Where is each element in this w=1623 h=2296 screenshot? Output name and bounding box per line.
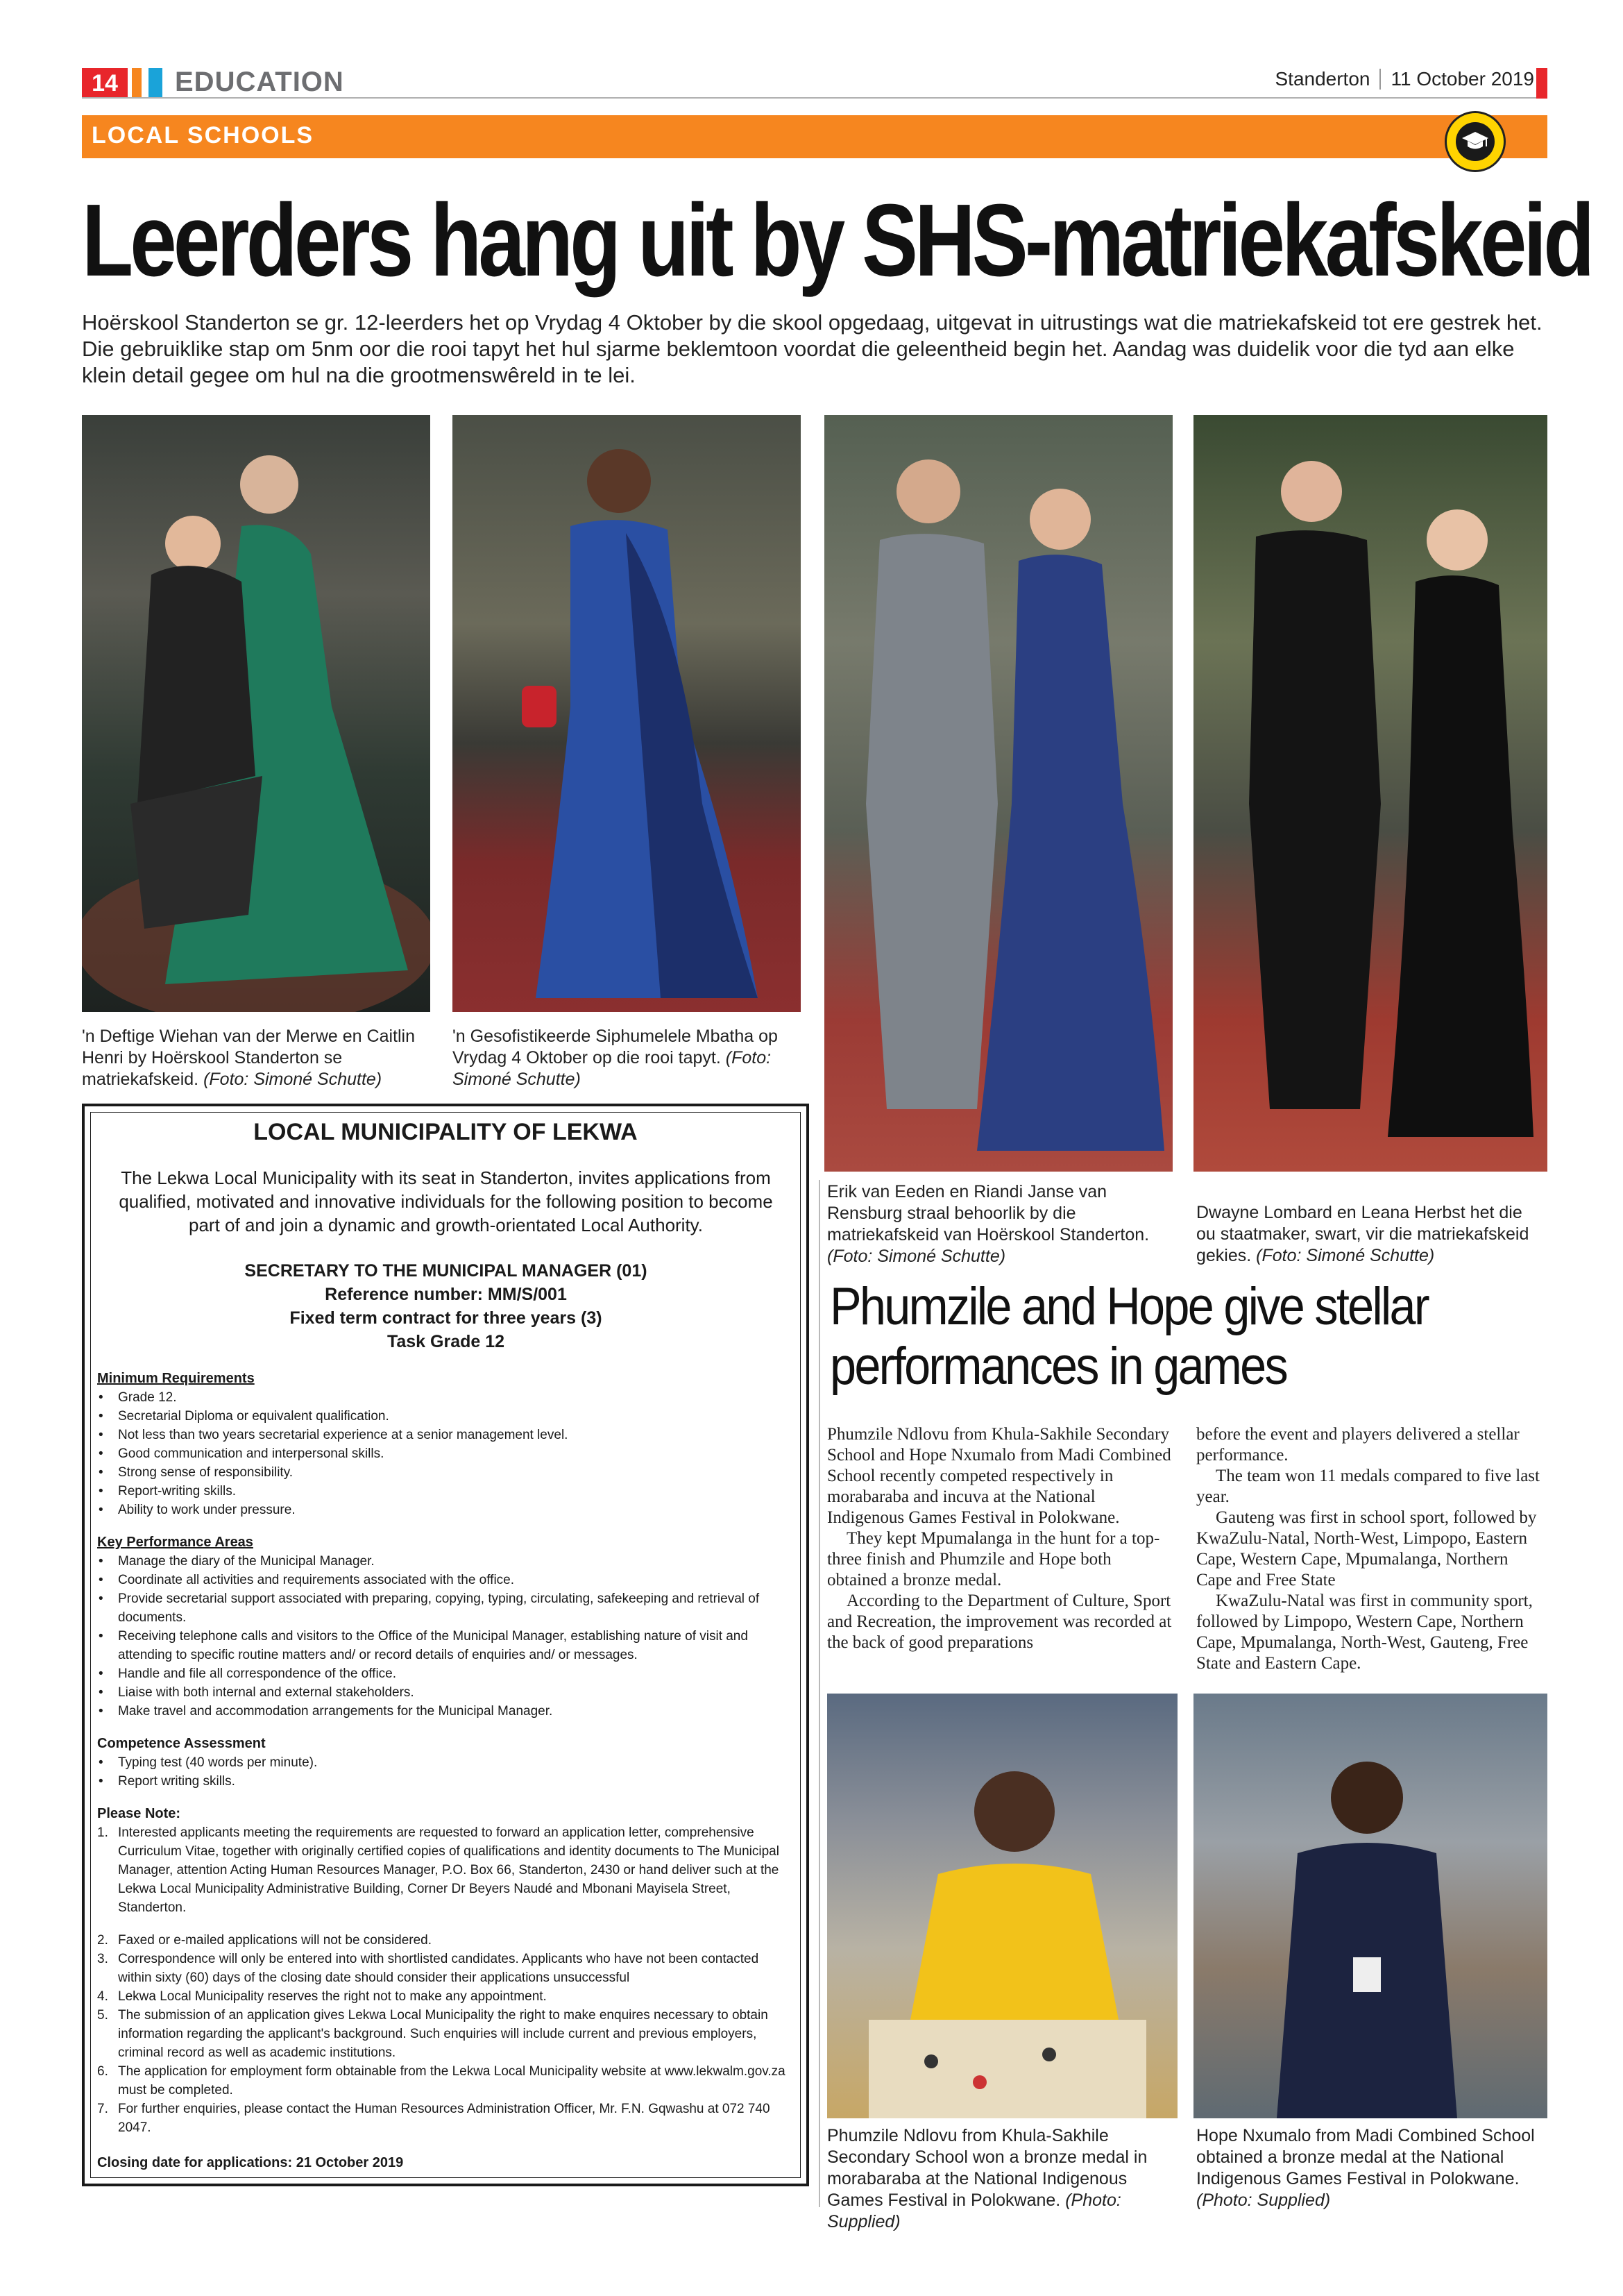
page-number: 14 — [82, 68, 128, 99]
section-label: EDUCATION — [175, 67, 344, 97]
photo2-credit: (Foto: Simoné Schutte) — [452, 1048, 772, 1089]
photo1-caption-text: 'n Deftige Wiehan van der Merwe en Caitlin Henri by Hoërskool Standerton se matriekafskeid. — [82, 1027, 416, 1089]
photo2-caption-text: 'n Gesofistikeerde Siphumelele Mbatha op Vrydag 4 Oktober op die rooi tapyt. — [452, 1027, 778, 1067]
list-item: 7. For further enquiries, please contact the Human Resources Administration Officer, Mr. F.N. Gqwashu at 072 740 2047. — [97, 2102, 770, 2135]
list-item: • Ability to work under pressure. — [97, 1501, 791, 1519]
ad-intro: The Lekwa Local Municipality with its seat in Standerton, invites applications from qualified, motivated and innovative individuals for the following position to become part of and join a dynamic and growth-orientated Local Authority. — [119, 1167, 773, 1235]
town-name: Standerton — [1275, 68, 1370, 90]
list-item: 1. Interested applicants meeting the requirements are requested to forward an application letter, comprehensive Curriculum Vitae, together with originally certified copies of qualifications and identity documents to The Municipal Manager, attention Acting Human Resources Manager, P.O. Box 66, Standerton, 2430 or hand deliver such at the Lekwa Local Municipality Administrative Building, Corner Dr Beyers Naudé and Mbonani Mayisela Street, Standerton. — [97, 1825, 779, 1915]
photo-hope-nxumalo — [1193, 1694, 1547, 2118]
article-headline: Phumzile and Hope give stellar performances in games — [830, 1277, 1428, 1396]
page-headline: Leerders hang uit by SHS-matriekafskeid — [82, 183, 1592, 298]
intro-paragraph: Hoërskool Standerton se gr. 12-leerders het op Vrydag 4 Oktober by die skool opgedaag, uitgevat in uitrustings wat die matriekafskeid tot ere gestrek het. Die gebruiklike stap om 5nm oor die rooi tapyt het hul sjarme beklemtoon voordat die geleentheid begin het. Aandag was duidelik voor die tyd aan elke klein detail gegee om hul na die grootmenswêreld in te lei. — [82, 310, 1543, 387]
note-title: Please Note: — [97, 1806, 181, 1821]
graduation-cap-icon — [1456, 122, 1495, 161]
photo-phumzile-morabaraba — [827, 1694, 1178, 2118]
ad-position — [104, 1259, 788, 1353]
header-rule — [82, 97, 1546, 99]
list-item: • Receiving telephone calls and visitors to the Office of the Municipal Manager, establishing nature of visit and attending to specific routine matters and/ or record details of enquiries and/ or messages. — [97, 1627, 791, 1664]
article-paragraph: The team won 11 medals compared to five last year. — [1196, 1467, 1540, 1506]
photo6-caption — [1196, 2125, 1543, 2211]
photo-black-suit-couple — [1193, 415, 1547, 1172]
education-badge — [1445, 111, 1506, 172]
ad-body — [97, 1371, 791, 2171]
list-item: 5. The submission of an application gives Lekwa Local Municipality the right to make enquires necessary to obtain information regarding the applicant's background. Such enquiries will include current and previous employers, criminal record as well as academic institutions. — [97, 2008, 768, 2060]
photo5-caption — [827, 2125, 1174, 2233]
article-col1 — [827, 1424, 1174, 1653]
dateline-separator — [1379, 69, 1381, 90]
min-req-list — [97, 1388, 791, 1519]
list-item: • Grade 12. — [97, 1388, 791, 1407]
photo4-caption — [1196, 1202, 1543, 1267]
ad-title: LOCAL MUNICIPALITY OF LEKWA — [253, 1119, 638, 1145]
photo1-caption — [82, 1026, 429, 1090]
photo3-caption-text: Erik van Eeden en Riandi Janse van Rensburg straal behoorlik by die matriekafskeid van Hoërskool Standerton. — [827, 1182, 1150, 1244]
issue-date: 11 October 2019 — [1391, 68, 1534, 90]
min-req-title: Minimum Requirements — [97, 1371, 255, 1386]
article-paragraph: They kept Mpumalanga in the hunt for a top-three finish and Phumzile and Hope both obtained a bronze medal. — [827, 1529, 1160, 1589]
dateline — [1275, 68, 1534, 90]
photo3-credit: (Foto: Simoné Schutte) — [827, 1247, 1006, 1266]
list-item: • Coordinate all activities and requirements associated with the office. — [97, 1571, 791, 1589]
list-item: • Report-writing skills. — [97, 1482, 791, 1501]
photo-blue-dress — [452, 415, 801, 1012]
photo3-caption — [827, 1181, 1171, 1267]
band-label: LOCAL SCHOOLS — [92, 122, 314, 149]
color-bar-orange — [132, 68, 142, 99]
notes-list — [97, 1823, 791, 2137]
photo5-credit: (Photo: Supplied) — [827, 2191, 1121, 2231]
red-tab — [1536, 68, 1547, 99]
ad-position-line: SECRETARY TO THE MUNICIPAL MANAGER (01) — [244, 1261, 647, 1281]
photo4-credit: (Foto: Simoné Schutte) — [1256, 1246, 1435, 1265]
photo1-credit: (Foto: Simoné Schutte) — [203, 1070, 382, 1089]
list-item: • Strong sense of responsibility. — [97, 1463, 791, 1482]
article-col2 — [1196, 1424, 1547, 1674]
article-paragraph: before the event and players delivered a stellar performance. — [1196, 1425, 1520, 1464]
ad-position-line: Fixed term contract for three years (3) — [289, 1308, 602, 1328]
photo5-caption-text: Phumzile Ndlovu from Khula-Sakhile Secondary School won a bronze medal in morabaraba at the National Indigenous Games Festival in Polokwane. — [827, 2126, 1148, 2210]
column-rule — [819, 1180, 820, 2207]
list-item: • Manage the diary of the Municipal Manager. — [97, 1552, 791, 1571]
list-item: • Provide secretarial support associated with preparing, copying, typing, circulating, safekeeping and retrieval of documents. — [97, 1589, 791, 1627]
color-bar-blue — [148, 68, 162, 99]
article-paragraph: According to the Department of Culture, Sport and Recreation, the improvement was recorded at the back of good preparations — [827, 1592, 1172, 1652]
kpa-list — [97, 1552, 791, 1721]
list-item: 4. Lekwa Local Municipality reserves the right not to make any appointment. — [97, 1989, 547, 2004]
closing-date: Closing date for applications: 21 October 2019 — [97, 2155, 404, 2170]
list-item: • Make travel and accommodation arrangements for the Municipal Manager. — [97, 1702, 791, 1721]
ad-position-line: Task Grade 12 — [386, 1332, 505, 1351]
list-item: • Typing test (40 words per minute). — [97, 1753, 791, 1772]
photo-couple-green-dress — [82, 415, 430, 1012]
photo-grey-suit-couple — [824, 415, 1173, 1172]
comp-title: Competence Assessment — [97, 1736, 266, 1751]
article-paragraph: Phumzile Ndlovu from Khula-Sakhile Secondary School and Hope Nxumalo from Madi Combined School recently competed respectively in morabaraba and incuva at the National Indigenous Games Festival in Polokwane. — [827, 1425, 1171, 1527]
article-paragraph: Gauteng was first in school sport, followed by KwaZulu-Natal, North-West, Limpopo, Eastern Cape, Western Cape, Mpumalanga, Northern Cape and Free State — [1196, 1508, 1537, 1589]
list-item: • Good communication and interpersonal skills. — [97, 1444, 791, 1463]
photo2-caption — [452, 1026, 799, 1090]
list-item: 6. The application for employment form obtainable from the Lekwa Local Municipality website at www.lekwalm.gov.za must be completed. — [97, 2064, 785, 2097]
list-item: 2. Faxed or e-mailed applications will not be considered. — [97, 1933, 432, 1948]
comp-list — [97, 1753, 791, 1791]
list-item: • Secretarial Diploma or equivalent qualification. — [97, 1407, 791, 1426]
list-item: 3. Correspondence will only be entered into with shortlisted candidates. Applicants who have not been contacted within sixty (60) days of the closing date should consider their applications unsuccessful — [97, 1952, 759, 1985]
ad-position-line: Reference number: MM/S/001 — [325, 1285, 567, 1304]
photo4-caption-text: Dwayne Lombard en Leana Herbst het die ou staatmaker, swart, vir die matriekafskeid gekies. — [1196, 1203, 1529, 1265]
photo6-credit: (Photo: Supplied) — [1196, 2191, 1331, 2210]
kpa-title: Key Performance Areas — [97, 1535, 253, 1550]
article-paragraph: KwaZulu-Natal was first in community sport, followed by Limpopo, Western Cape, Northern Cape, Mpumalanga, North-West, Gauteng, Free State and Eastern Cape. — [1196, 1592, 1533, 1673]
photo6-caption-text: Hope Nxumalo from Madi Combined School obtained a bronze medal at the National Indigenous Games Festival in Polokwane. — [1196, 2126, 1535, 2188]
list-item: • Not less than two years secretarial experience at a senior management level. — [97, 1426, 791, 1444]
list-item: • Report writing skills. — [97, 1772, 791, 1791]
list-item: • Handle and file all correspondence of the office. — [97, 1664, 791, 1683]
list-item: • Liaise with both internal and external stakeholders. — [97, 1683, 791, 1702]
